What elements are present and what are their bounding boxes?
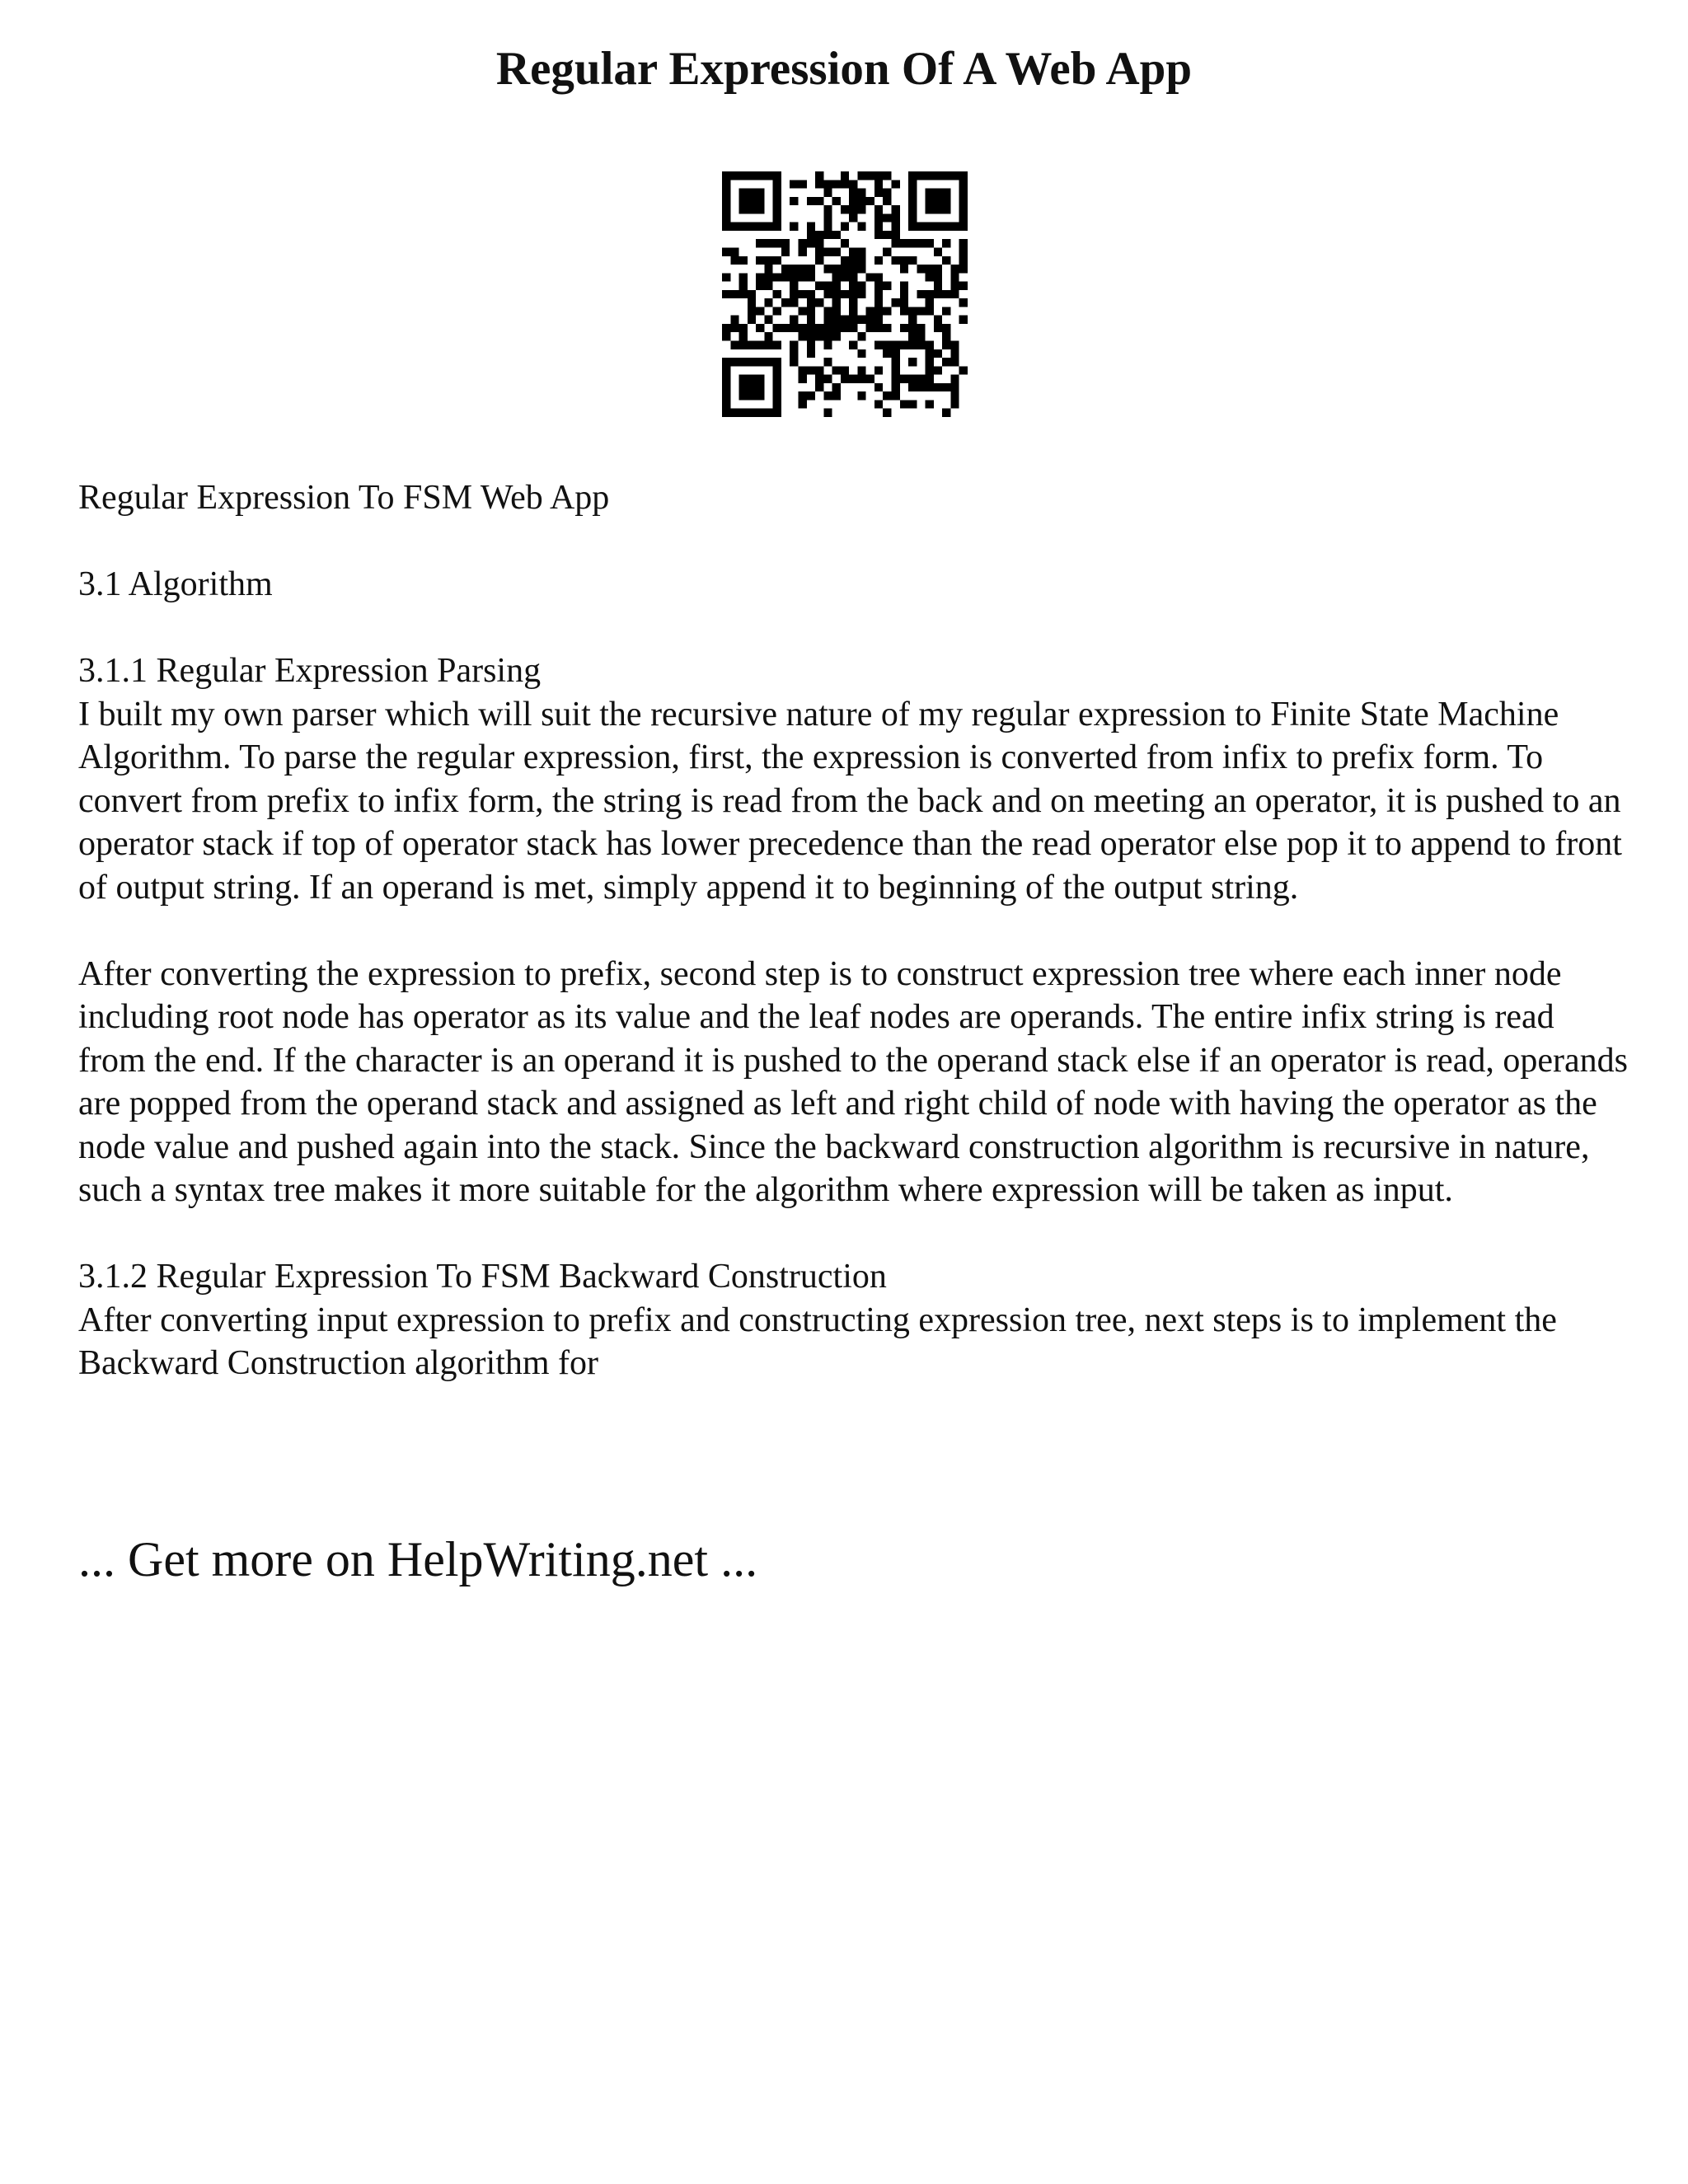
document-body — [78, 476, 1628, 1385]
paragraph-backward-construction: After converting input expression to prefix and constructing expression tree, next steps is to implement the Backward Construction algorithm for — [78, 1301, 1557, 1382]
section-heading-3-1-1: 3.1.1 Regular Expression Parsing — [78, 652, 542, 690]
qr-code-image — [722, 171, 968, 417]
paragraph-parsing: I built my own parser which will suit the recursive nature of my regular expression to Finite State Machine Algorithm. To parse the regular expression, first, the expression is converted from infix to prefix form. To convert from prefix to infix form, the string is read from the back and on meeting an operator, it is pushed to an operator stack if top of operator stack has lower precedence than the read operator else pop it to append to front of output string. If an operand is met, simply append it to beginning of the output string. — [78, 695, 1622, 907]
document-title: Regular Expression Of A Web App — [495, 43, 1193, 95]
qr-code-icon — [722, 171, 968, 417]
paragraph-expression-tree: After converting the expression to prefix, second step is to construct expression tree where each inner node including root node has operator as its value and the leaf nodes are operands. The entire infix string is read from the end. If the character is an operand it is pushed to the operand stack else if an operator is read, operands are popped from the operand stack and assigned as left and right child of node with having the operator as the node value and pushed again into the stack. Since the backward construction algorithm is recursive in nature, such a syntax tree makes it more suitable for the algorithm where expression will be taken as input. — [78, 954, 1628, 1209]
section-heading-3-1-2: 3.1.2 Regular Expression To FSM Backward Construction — [78, 1258, 887, 1296]
document-subtitle: Regular Expression To FSM Web App — [78, 479, 610, 517]
section-heading-3-1: 3.1 Algorithm — [78, 565, 273, 603]
get-more-link[interactable]: ... Get more on HelpWriting.net ... — [78, 1532, 758, 1586]
